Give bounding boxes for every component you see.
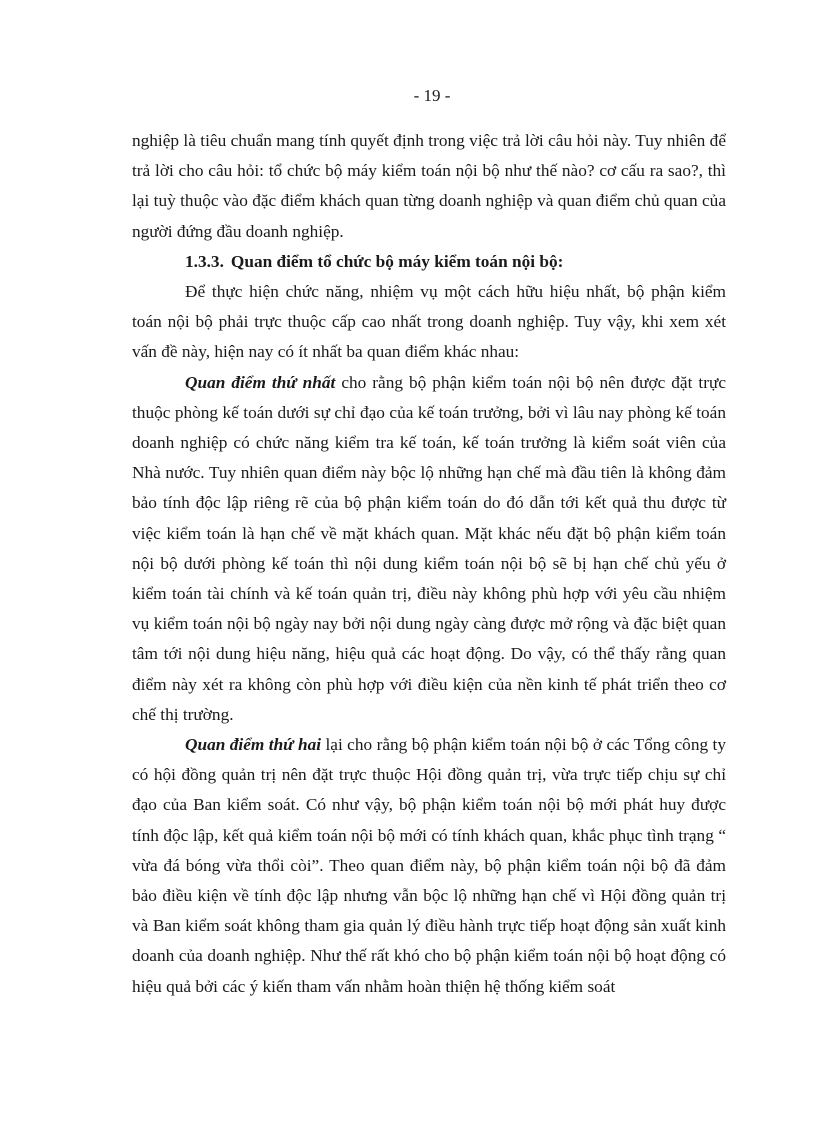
section-heading [132, 247, 726, 277]
paragraph-intro: Để thực hiện chức năng, nhiệm vụ một cách hữu hiệu nhất, bộ phận kiểm toán nội bộ phải trực thuộc cấp cao nhất trong doanh nghiệp. Tuy vậy, khi xem xét vấn đề này, hiện nay có ít nhất ba quan điểm khác nhau: [132, 282, 726, 362]
body-text [132, 126, 726, 1002]
page-number: - 19 - [413, 86, 451, 105]
first-view-text: cho rằng bộ phận kiểm toán nội bộ nên được đặt trực thuộc phòng kế toán dưới sự chỉ đạo của kế toán trưởng, bởi vì lâu nay phòng kế toán doanh nghiệp có chức năng kiểm tra kế toán, kế toán trưởng là kiểm soát viên của Nhà nước. Tuy nhiên quan điểm này bộc lộ những hạn chế mà đầu tiên là không đảm bảo tính độc lập riêng rẽ của bộ phận kiểm toán do đó dẫn tới kết quả thu được từ việc kiểm toán là hạn chế về mặt khách quan. Mặt khác nếu đặt bộ phận kiểm toán nội bộ dưới phòng kế toán thì nội dung kiểm toán nội bộ sẽ bị hạn chế chủ yếu ở kiểm toán tài chính và kế toán quản trị, điều này không phù hợp với yêu cầu nhiệm vụ kiểm toán nội bộ ngày nay bởi nội dung ngày càng được mở rộng và đặc biệt quan tâm tới nội dung hiệu năng, hiệu quả các hoạt động. Do vậy, có thể thấy rằng quan điểm này xét ra không còn phù hợp với điều kiện của nền kinh tế phát triển theo cơ chế thị trường. [132, 372, 726, 724]
paragraph-second-view [132, 730, 726, 1002]
section-heading-number: 1.3.3. [185, 251, 224, 271]
paragraph-continuation: nghiệp là tiêu chuẩn mang tính quyết định trong việc trả lời câu hỏi này. Tuy nhiên để trả lời cho câu hỏi: tổ chức bộ máy kiểm toán nội bộ như thế nào? cơ cấu ra sao?, thì lại tuỳ thuộc vào đặc điểm khách quan từng doanh nghiệp và quan điểm chủ quan của người đứng đầu doanh nghiệp. [132, 131, 726, 241]
paragraph-first-view [132, 368, 726, 730]
second-view-lead: Quan điểm thứ hai [185, 735, 322, 755]
first-view-lead: Quan điểm thứ nhất [185, 372, 336, 392]
second-view-text: lại cho rằng bộ phận kiểm toán nội bộ ở các Tổng công ty có hội đồng quản trị nên đặt trực thuộc Hội đồng quản trị, vừa trực tiếp chịu sự chỉ đạo của Ban kiểm soát. Có như vậy, bộ phận kiểm toán nội bộ mới phát huy được tính độc lập, kết quả kiểm toán nội bộ mới có tính khách quan, khắc phục tình trạng “ vừa đá bóng vừa thổi còi”. Theo quan điểm này, bộ phận kiểm toán nội bộ đã đảm bảo điều kiện về tính độc lập nhưng vẫn bộc lộ những hạn chế vì Hội đồng quản trị và Ban kiểm soát không tham gia quản lý điều hành trực tiếp hoạt động sản xuất kinh doanh của doanh nghiệp. Như thế rất khó cho bộ phận kiểm toán nội bộ hoạt động có hiệu quả bởi các ý kiến tham vấn nhằm hoàn thiện hệ thống kiểm soát [132, 735, 726, 996]
section-heading-title: Quan điểm tổ chức bộ máy kiểm toán nội bộ: [230, 251, 564, 271]
